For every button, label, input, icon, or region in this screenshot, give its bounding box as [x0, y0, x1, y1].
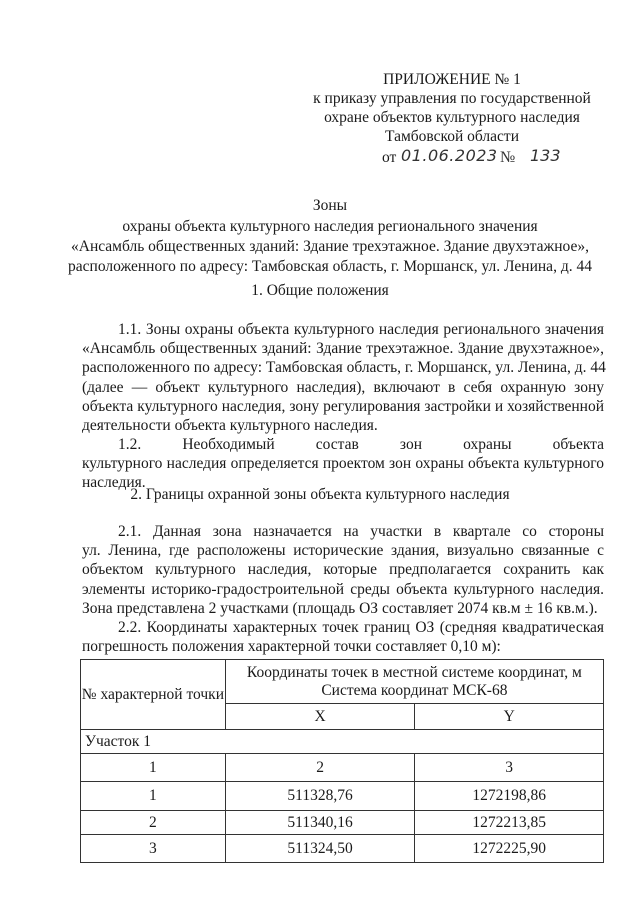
paragraph-line: деятельности объекта культурного наследия.: [82, 416, 378, 434]
table-row: [81, 782, 604, 811]
appendix-title: ПРИЛОЖЕНИЕ № 1: [383, 71, 521, 88]
table-row: [81, 835, 604, 863]
point-cell: 2: [81, 811, 226, 835]
paragraph-line: расположенного по адресу: Тамбовская область, г. Моршанск, ул. Ленина, д. 44: [82, 359, 606, 377]
paragraph-line: 2.2. Координаты характерных точек границ ОЗ (средняя квадратическая: [118, 619, 604, 636]
order-number-sign: №: [500, 149, 516, 166]
point-number-header: [81, 660, 226, 730]
paragraph-line: наследия.: [82, 474, 146, 492]
appendix-header: [302, 70, 602, 167]
section-2-heading: 2. Границы охранной зоны объекта культурного наследия: [130, 486, 510, 503]
point-cell: 1: [81, 782, 226, 811]
appendix-line-1: к приказу управления по государственной: [313, 90, 591, 107]
paragraph-line: ул. Ленина, где расположены исторические здания, визуально связанные с: [82, 542, 604, 560]
paragraph-line: 1.2. Необходимый состав зон охраны объекта: [118, 436, 604, 453]
paragraph-line: (далее — объект культурного наследия), включают в себя охранную зону: [82, 378, 604, 396]
order-date-number: [302, 146, 602, 167]
paragraph-line: объекта культурного наследия, зону регулирования застройки и хозяйственной: [82, 397, 604, 415]
x-cell: 511324,50: [225, 835, 415, 863]
section-1-paragraph-2: [82, 435, 604, 493]
title-line-1: Зоны: [312, 197, 348, 214]
coordinates-table: [80, 659, 604, 863]
order-number-handwritten: 133: [530, 146, 561, 165]
column-number-3: 3: [415, 754, 604, 782]
title-line-3: «Ансамбль общественных зданий: Здание трехэтажное. Здание двухэтажное»,: [71, 238, 589, 255]
section-1-heading: 1. Общие положения: [251, 282, 389, 299]
paragraph-line: 1.1. Зоны охраны объекта культурного наследия регионального значения: [118, 321, 604, 338]
coordinates-header-line-1: Координаты точек в местной системе координат, м: [246, 663, 582, 681]
order-date-handwritten: 01.06.2023: [401, 146, 498, 165]
y-cell: 1272213,85: [415, 811, 604, 835]
coordinates-header: [225, 660, 603, 704]
x-cell: 511340,16: [225, 811, 415, 835]
paragraph-line: культурного наследия определяется проектом зон охраны объекта культурного: [82, 455, 604, 473]
appendix-line-3: Тамбовской области: [385, 128, 519, 145]
paragraph-line: «Ансамбль общественных зданий: Здание трехэтажное. Здание двухэтажное»,: [82, 340, 604, 358]
paragraph-line: 2.1. Данная зона назначается на участки в квартале со стороны: [118, 523, 604, 540]
y-cell: 1272225,90: [415, 835, 604, 863]
paragraph-line: погрешность положения характерной точки составляет 0,10 м):: [82, 638, 501, 656]
point-cell: 3: [81, 835, 226, 863]
y-cell: 1272198,86: [415, 782, 604, 811]
coordinates-header-line-2: Система координат МСК-68: [321, 681, 508, 699]
x-header: X: [225, 704, 415, 730]
paragraph-line: Зона представлена 2 участками (площадь ОЗ составляет 2074 кв.м ± 16 кв.м.).: [82, 599, 598, 617]
section-2-paragraph-2: [82, 618, 604, 656]
title-line-2: охраны объекта культурного наследия регионального значения: [122, 218, 538, 235]
section-2-paragraph-1: [82, 522, 604, 618]
x-cell: 511328,76: [225, 782, 415, 811]
order-from-label: от: [382, 149, 397, 166]
document-title: [60, 196, 600, 277]
paragraph-line: объектом культурного наследия, которые предполагается сохранить как: [82, 561, 604, 579]
plot-section-label: Участок 1: [81, 730, 604, 754]
y-header: Y: [415, 704, 604, 730]
paragraph-line: элементы историко-градостроительной среды объекта культурного наследия.: [82, 580, 604, 598]
point-number-header-text: № характерной точки: [81, 685, 224, 703]
section-1-paragraph-1: [82, 320, 604, 435]
column-number-2: 2: [225, 754, 415, 782]
table-row: [81, 811, 604, 835]
appendix-line-2: охране объектов культурного наследия: [324, 109, 580, 126]
title-line-4: расположенного по адресу: Тамбовская область, г. Моршанск, ул. Ленина, д. 44: [68, 258, 592, 275]
column-number-1: 1: [81, 754, 226, 782]
